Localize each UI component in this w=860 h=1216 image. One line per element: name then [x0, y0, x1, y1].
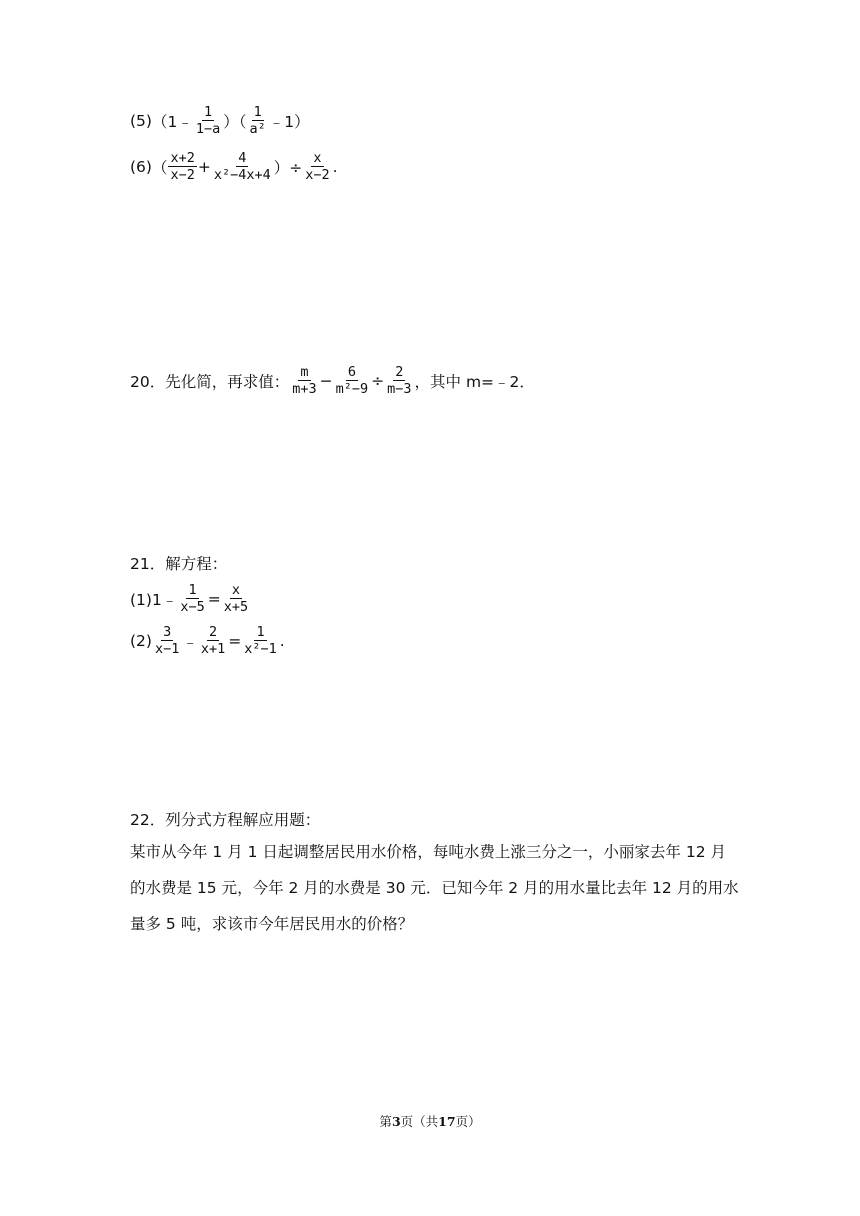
math-text: − [319, 371, 333, 390]
math-text: ）（ [223, 112, 247, 131]
denominator: m+3 [292, 381, 317, 397]
problem-22-heading [130, 808, 320, 830]
problem-19-6 [130, 150, 338, 183]
denominator: m−3 [387, 381, 412, 397]
numerator: 1 [253, 104, 262, 120]
problem-21-2 [130, 624, 285, 657]
numerator: 3 [163, 624, 172, 640]
part-label: (5) [130, 111, 152, 130]
math-text: + [197, 157, 211, 176]
math-text: ÷ [371, 371, 385, 390]
part-label: (2) [130, 631, 152, 650]
denominator: x+1 [200, 641, 226, 657]
fraction [168, 150, 196, 183]
fraction [242, 624, 279, 657]
math-text: ﹣ [182, 632, 198, 651]
problem-21-1 [130, 582, 251, 615]
numerator: x+2 [170, 150, 195, 166]
page-number: 3 [391, 1114, 401, 1129]
numerator: 1 [256, 624, 265, 640]
problem-19-5 [130, 104, 310, 137]
part-label: (6) [130, 157, 152, 176]
question-label: 20．先化简，再求值： [130, 372, 290, 391]
fraction [290, 364, 318, 397]
question-label: 21．解方程： [130, 555, 228, 573]
math-text: ﹣1） [268, 112, 310, 131]
footer-text: 页） [455, 1114, 481, 1129]
numerator: 6 [347, 364, 356, 380]
footer-text: 页（共 [400, 1114, 439, 1129]
fraction [248, 104, 268, 137]
fraction [222, 582, 250, 615]
denominator: 1−a [195, 121, 221, 137]
math-text: ）÷ [273, 158, 303, 177]
fraction [153, 624, 181, 657]
problem-20 [130, 364, 535, 397]
numerator: 2 [209, 624, 218, 640]
part-label: (1)1﹣ [130, 590, 178, 609]
fraction [212, 150, 273, 183]
denominator: x+5 [223, 599, 249, 615]
denominator: m²−9 [335, 381, 369, 397]
question-label: 22．列分式方程解应用题： [130, 811, 321, 829]
numerator: 1 [188, 582, 197, 598]
numerator: 2 [395, 364, 404, 380]
numerator: 4 [238, 150, 247, 166]
problem-21-heading [130, 552, 227, 574]
numerator: x [313, 150, 322, 166]
denominator: x²−1 [244, 641, 277, 657]
denominator: x−2 [170, 167, 195, 183]
denominator: x²−4x+4 [213, 167, 271, 183]
page-footer [0, 1112, 860, 1130]
denominator: a² [249, 121, 266, 137]
fraction [385, 364, 413, 397]
math-text: . [332, 157, 338, 176]
math-text: = [228, 631, 242, 650]
numerator: m [300, 364, 309, 380]
problem-22-body: 某市从今年 1 月 1 日起调整居民用水价格，每吨水费上涨三分之一，小丽家去年 12 月的水费是 15 元，今年 2 月的水费是 30 元．已知今年 2 月的用水量比去年 12 月的用水量多 5 吨，求该市今年居民用水的价格？ [130, 843, 739, 933]
fraction [334, 364, 371, 397]
denominator: x−2 [305, 167, 330, 183]
fraction [178, 582, 206, 615]
fraction [199, 624, 227, 657]
fraction [303, 150, 331, 183]
math-text: . [279, 631, 285, 650]
denominator: x−1 [154, 641, 180, 657]
math-text: （ [151, 158, 168, 177]
fraction [194, 104, 222, 137]
denominator: x−5 [180, 599, 205, 615]
footer-text: 第 [379, 1114, 392, 1129]
total-pages: 17 [438, 1114, 456, 1129]
numerator: 1 [203, 104, 213, 120]
math-text: ，其中 m=﹣2． [414, 372, 535, 391]
numerator: x [231, 582, 240, 598]
math-text: = [207, 589, 221, 608]
math-text: （1﹣ [151, 112, 193, 131]
